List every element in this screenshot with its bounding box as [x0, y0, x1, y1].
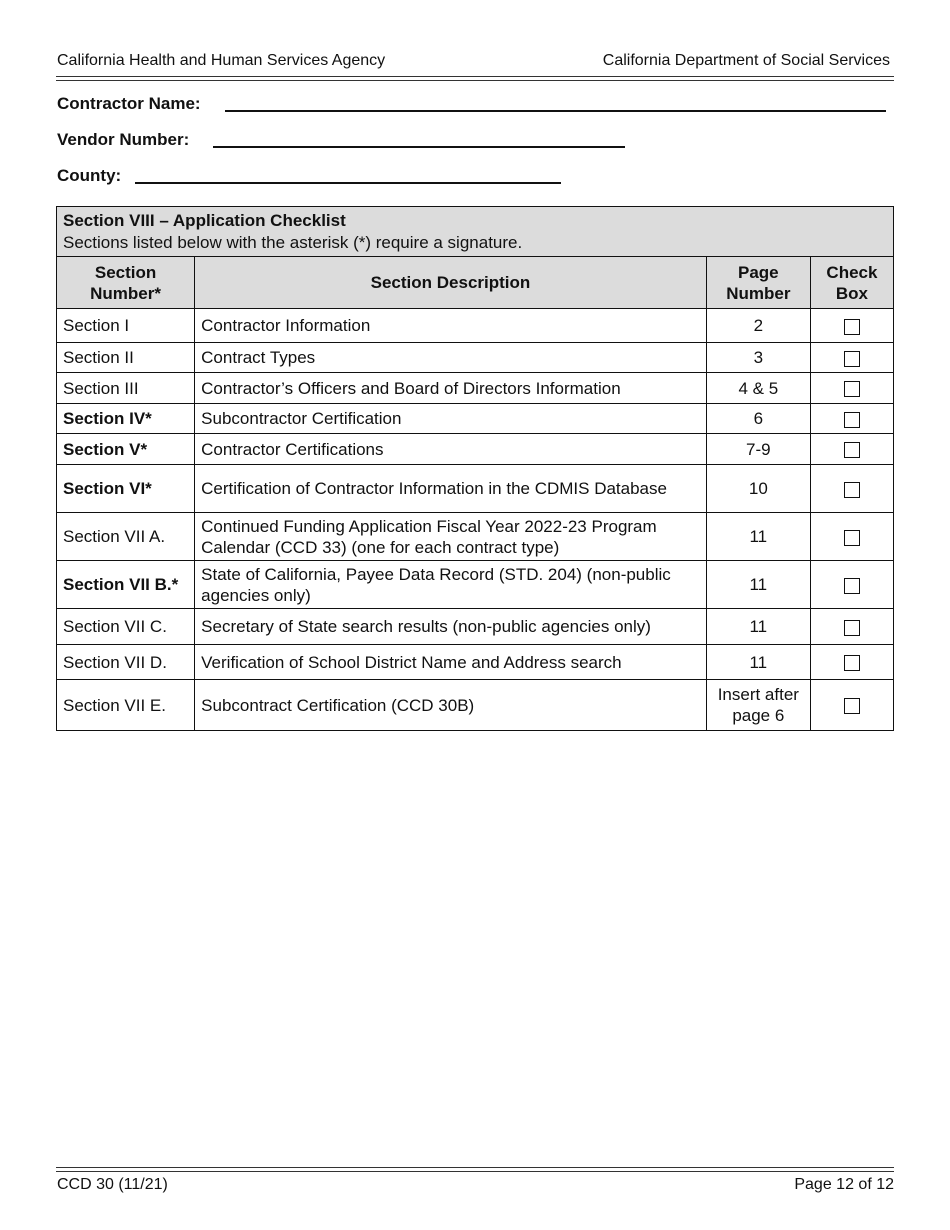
checkbox[interactable]: [844, 530, 860, 546]
checkbox[interactable]: [844, 319, 860, 335]
vendor-number-field[interactable]: [213, 146, 625, 148]
row-section: Section VI*: [57, 465, 195, 513]
col-section-number: Section Number*: [57, 257, 195, 309]
table-row: [57, 680, 894, 731]
checklist-subtitle: Sections listed below with the asterisk (*) require a signature.: [63, 233, 523, 252]
table-row: [57, 513, 894, 561]
row-section: Section III: [57, 373, 195, 404]
checkbox[interactable]: [844, 655, 860, 671]
row-page: 4 & 5: [706, 373, 810, 404]
row-section: Section II: [57, 343, 195, 373]
row-page: 7-9: [706, 434, 810, 465]
col-section-description: Section Description: [195, 257, 707, 309]
checkbox[interactable]: [844, 620, 860, 636]
row-page: 3: [706, 343, 810, 373]
row-description: Contractor Certifications: [195, 434, 707, 465]
checkbox[interactable]: [844, 698, 860, 714]
checkbox[interactable]: [844, 351, 860, 367]
table-row: [57, 465, 894, 513]
row-section: Section VII A.: [57, 513, 195, 561]
row-page: 11: [706, 645, 810, 680]
table-row: [57, 309, 894, 343]
checkbox[interactable]: [844, 381, 860, 397]
row-section: Section IV*: [57, 404, 195, 434]
row-description: Subcontractor Certification: [195, 404, 707, 434]
row-section: Section VII C.: [57, 609, 195, 645]
row-page: 10: [706, 465, 810, 513]
header-agency: California Health and Human Services Agency: [57, 52, 386, 69]
row-page: 11: [706, 561, 810, 609]
row-description: Contractor Information: [195, 309, 707, 343]
row-description: Continued Funding Application Fiscal Year 2022-23 Program Calendar (CCD 33) (one for each contract type): [195, 513, 707, 561]
row-section: Section VII D.: [57, 645, 195, 680]
row-page: 6: [706, 404, 810, 434]
county-field[interactable]: [135, 182, 561, 184]
vendor-number-label: Vendor Number:: [57, 130, 190, 149]
table-row: [57, 434, 894, 465]
table-row: [57, 373, 894, 404]
footer-form-id: CCD 30 (11/21): [57, 1176, 168, 1193]
checklist-title: Section VIII – Application Checklist: [63, 211, 346, 230]
contractor-name-label: Contractor Name:: [57, 94, 201, 113]
table-row: [57, 609, 894, 645]
application-checklist-table: [56, 206, 894, 731]
row-section: Section I: [57, 309, 195, 343]
header-rule: [56, 76, 894, 81]
table-row: [57, 404, 894, 434]
checkbox[interactable]: [844, 412, 860, 428]
checkbox[interactable]: [844, 482, 860, 498]
checkbox[interactable]: [844, 578, 860, 594]
checklist-title-cell: [57, 207, 894, 257]
footer-rule: [56, 1167, 894, 1172]
row-description: Contract Types: [195, 343, 707, 373]
row-description: Secretary of State search results (non-public agencies only): [195, 609, 707, 645]
table-row: [57, 645, 894, 680]
row-description: Contractor’s Officers and Board of Directors Information: [195, 373, 707, 404]
footer-page-number: Page 12 of 12: [794, 1176, 894, 1193]
contractor-name-field[interactable]: [225, 110, 886, 112]
county-label: County:: [57, 166, 122, 185]
row-section: Section VII B.*: [57, 561, 195, 609]
row-description: Subcontract Certification (CCD 30B): [195, 680, 707, 731]
table-row: [57, 343, 894, 373]
checkbox[interactable]: [844, 442, 860, 458]
row-description: State of California, Payee Data Record (STD. 204) (non-public agencies only): [195, 561, 707, 609]
row-description: Verification of School District Name and Address search: [195, 645, 707, 680]
row-page: 2: [706, 309, 810, 343]
row-description: Certification of Contractor Information in the CDMIS Database: [195, 465, 707, 513]
row-page: Insert after page 6: [706, 680, 810, 731]
row-section: Section V*: [57, 434, 195, 465]
header-department: California Department of Social Services: [602, 52, 890, 69]
col-page-number: Page Number: [706, 257, 810, 309]
table-row: [57, 561, 894, 609]
row-page: 11: [706, 513, 810, 561]
row-section: Section VII E.: [57, 680, 195, 731]
col-check-box: Check Box: [810, 257, 893, 309]
row-page: 11: [706, 609, 810, 645]
